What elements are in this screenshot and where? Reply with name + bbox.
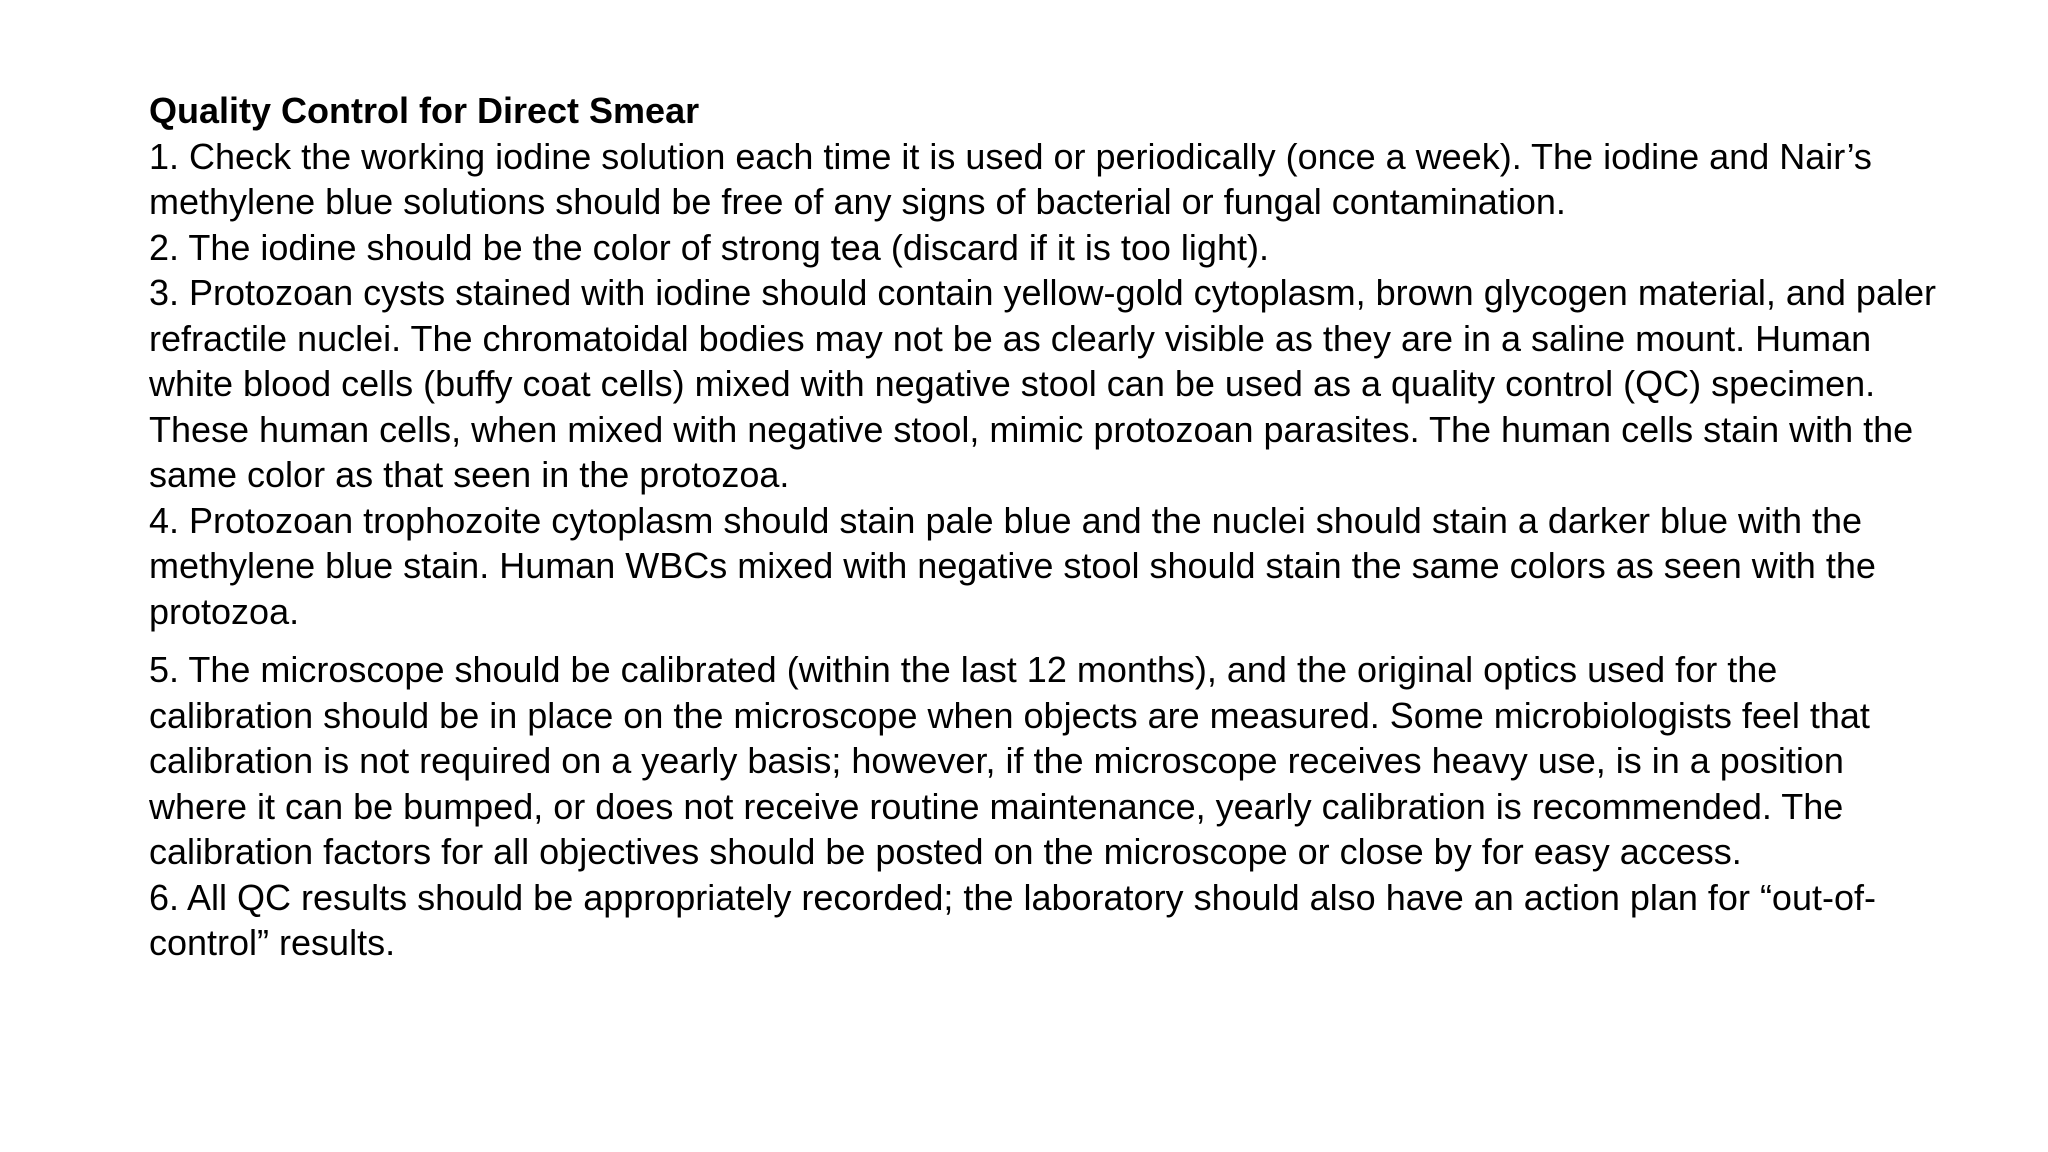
qc-item-5: 5. The microscope should be calibrated (within the last 12 months), and the original optics used for the calibration should be in place on the microscope when objects are measured. Some microbiologists feel that calibration is not required on a yearly basis; however, if the microscope receives heavy use, is in a position where it can be bumped, or does not receive routine maintenance, yearly calibration is recommended. The calibration factors for all objectives should be posted on the microscope or close by for easy access.	[149, 649, 1870, 872]
slide-text-body	[149, 88, 1939, 966]
qc-item-2: 2. The iodine should be the color of strong tea (discard if it is too light).	[149, 226, 1269, 268]
qc-item-6: 6. All QC results should be appropriately recorded; the laboratory should also have an action plan for “out-of-control” results.	[149, 876, 1876, 963]
qc-item-1: 1. Check the working iodine solution each time it is used or periodically (once a week). The iodine and Nair’s methylene blue solutions should be free of any signs of bacterial or fungal contamination.	[149, 135, 1872, 222]
slide-title: Quality Control for Direct Smear	[149, 90, 700, 131]
qc-item-4: 4. Protozoan trophozoite cytoplasm should stain pale blue and the nuclei should stain a darker blue with the methylene blue stain. Human WBCs mixed with negative stool should stain the same colors as seen with the protozoa.	[149, 499, 1876, 632]
qc-item-3: 3. Protozoan cysts stained with iodine should contain yellow-gold cytoplasm, brown glycogen material, and paler refractile nuclei. The chromatoidal bodies may not be as clearly visible as they are in a saline mount. Human white blood cells (buffy coat cells) mixed with negative stool can be used as a quality control (QC) specimen. These human cells, when mixed with negative stool, mimic protozoan parasites. The human cells stain with the same color as that seen in the protozoa.	[149, 272, 1936, 495]
